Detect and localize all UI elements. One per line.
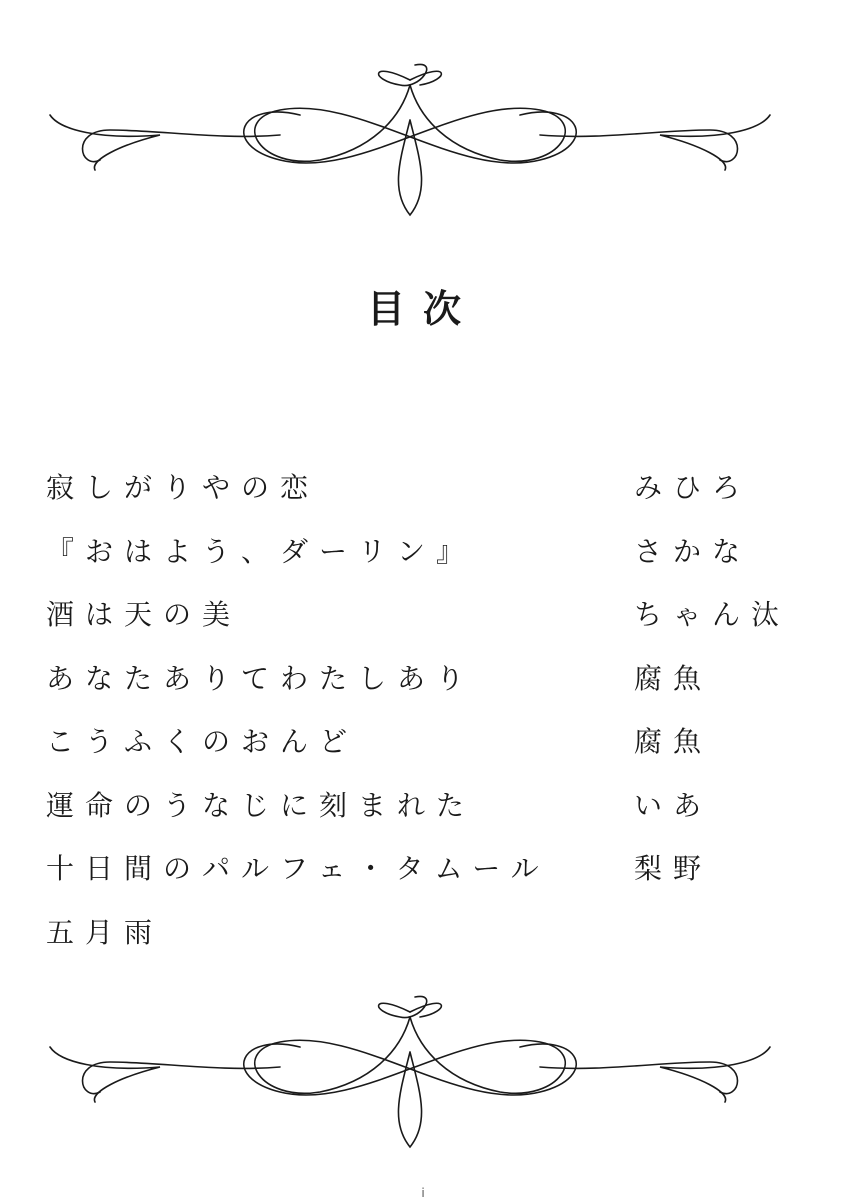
toc-entry (46, 657, 806, 721)
toc-entry-title: 五月雨 (46, 915, 164, 949)
toc-entry (46, 530, 806, 594)
toc-entry-title: 寂しがりやの恋 (46, 471, 320, 504)
toc-entry-title: 十日間のパルフェ・タムール (46, 852, 550, 885)
toc-entry-author: ちゃん汰 (634, 598, 791, 631)
toc-entry-author: さかな (634, 534, 752, 568)
bottom-ornament (40, 992, 780, 1152)
top-ornament (40, 60, 780, 220)
toc-entry (46, 466, 806, 530)
page-number: i (421, 1186, 425, 1200)
table-of-contents (46, 466, 806, 974)
toc-entry-author: 腐魚 (634, 725, 713, 758)
toc-entry-title: 運命のうなじに刻まれた (46, 788, 476, 822)
toc-entry (46, 784, 806, 848)
toc-entry (46, 720, 806, 784)
toc-entry-author: 梨野 (634, 852, 713, 885)
toc-entry-title: 『おはよう、ダーリン』 (46, 534, 476, 568)
toc-entry-title: 酒は天の美 (46, 598, 242, 631)
page-title: 目次 (366, 287, 479, 331)
toc-entry-title: あなたありてわたしあり (46, 661, 476, 695)
toc-entry-title: こうふくのおんど (46, 725, 359, 758)
toc-entry (46, 911, 806, 975)
toc-entry (46, 593, 806, 657)
toc-entry-author: いあ (634, 788, 713, 822)
toc-entry-author: みひろ (634, 471, 752, 504)
toc-entry-author: 腐魚 (634, 661, 713, 695)
toc-entry (46, 847, 806, 911)
